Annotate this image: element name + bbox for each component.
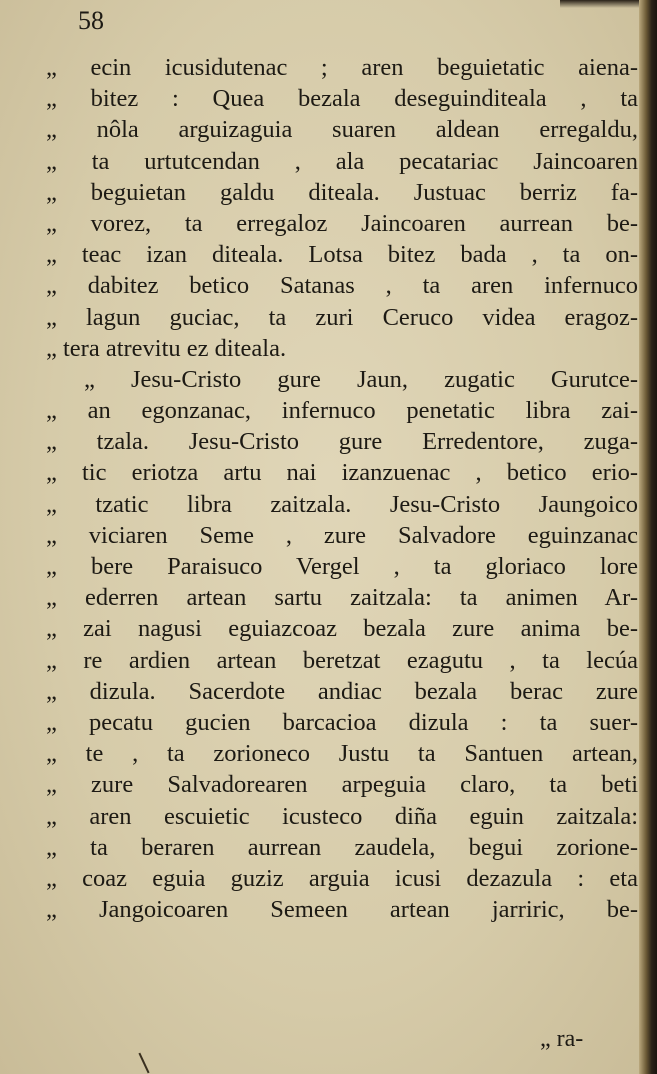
text-line: „ dizula. Sacerdote andiac bezala berac zure: [46, 677, 638, 705]
text-line: „ tzatic libra zaitzala. Jesu-Cristo Jaungoico: [46, 490, 638, 518]
text-line: „ dabitez betico Satanas , ta aren infernuco: [46, 272, 638, 300]
page-edge: [639, 0, 657, 1074]
text-line: „ tera atrevitu ez diteala.: [46, 334, 287, 362]
text-line: „ pecatu gucien barcacioa dizula : ta suer-: [46, 708, 638, 736]
text-line: „ nôla arguizaguia suaren aldean erregaldu,: [46, 116, 638, 144]
text-line: „ re ardien artean beretzat ezagutu , ta lecúa: [46, 646, 638, 674]
text-line: „ vorez, ta erregaloz Jaincoaren aurrean be-: [46, 209, 638, 237]
text-line: „ Jesu-Cristo gure Jaun, zugatic Gurutce-: [84, 365, 638, 393]
text-line: „ bere Paraisuco Vergel , ta gloriaco lore: [46, 553, 638, 580]
text-line: „ tic eriotza artu nai izanzuenac , betico erio-: [46, 459, 638, 487]
pen-mark: [138, 1053, 149, 1074]
text-line: „ ta urtutcendan , ala pecatariac Jaincoaren: [46, 147, 638, 175]
text-line: „ coaz eguia guziz arguia icusi dezazula : eta: [46, 864, 638, 892]
text-line: „ bitez : Quea bezala deseguinditeala , ta: [46, 85, 638, 113]
text-line: „ zai nagusi eguiazcoaz bezala zure anima be-: [46, 615, 638, 643]
text-line: „ an egonzanac, infernuco penetatic libra zai-: [46, 397, 638, 425]
text-line: „ ecin icusidutenac ; aren beguietatic aiena-: [46, 54, 638, 81]
text-line: „ tzala. Jesu-Cristo gure Erredentore, zuga-: [46, 428, 638, 456]
text-line: „ lagun guciac, ta zuri Ceruco videa eragoz-: [46, 303, 638, 331]
body-text: [46, 52, 638, 925]
text-line: „ teac izan diteala. Lotsa bitez bada , ta on-: [46, 241, 638, 269]
page-number: 58: [78, 6, 104, 35]
text-line: „ Jangoicoaren Semeen artean jarriric, be-: [46, 896, 638, 924]
text-line: „ ta beraren aurrean zaudela, begui zorione-: [46, 833, 638, 861]
text-line: „ zure Salvadorearen arpeguia claro, ta beti: [46, 771, 638, 799]
text-line: „ viciaren Seme , zure Salvadore eguinzanac: [46, 521, 638, 549]
text-line: „ te , ta zorioneco Justu ta Santuen artean,: [46, 740, 638, 768]
text-line: „ aren escuietic icusteco diña eguin zaitzala:: [46, 802, 638, 830]
catchword: „ ra-: [540, 1026, 584, 1052]
text-line: „ beguietan galdu diteala. Justuac berriz fa-: [46, 178, 638, 206]
text-line: „ ederren artean sartu zaitzala: ta animen Ar-: [46, 584, 638, 612]
